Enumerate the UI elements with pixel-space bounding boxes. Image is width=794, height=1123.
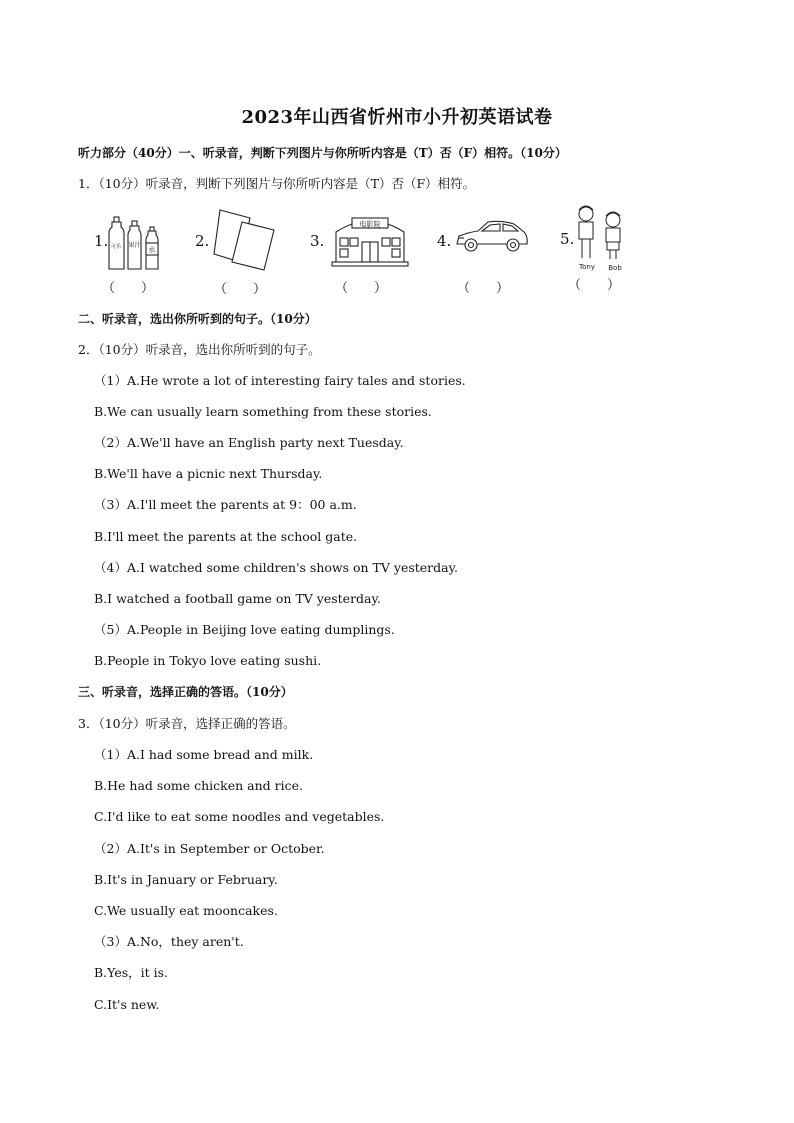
- q2-option-line: （2）A.We'll have an English party next Tuesday.: [94, 435, 404, 450]
- page-title: 2023年山西省忻州市小升初英语试卷: [241, 107, 553, 128]
- q3-option-line: C.I'd like to eat some noodles and vegetables.: [94, 809, 385, 824]
- q3-option-line: （1）A.I had some bread and milk.: [94, 747, 314, 762]
- q3-option-line: C.We usually eat mooncakes.: [94, 903, 278, 918]
- q3-option-line: （2）A.It's in September or October.: [94, 841, 325, 856]
- q2-option-line: （1）A.He wrote a lot of interesting fairy tales and stories.: [94, 373, 466, 388]
- q3-option-line: （3）A.No，they aren't.: [94, 934, 244, 949]
- q2-option-line: （4）A.I watched some children's shows on TV yesterday.: [94, 560, 458, 575]
- drink-label: 水: [148, 246, 156, 254]
- q2-option-line: B.We'll have a picnic next Thursday.: [94, 466, 323, 481]
- q3-option-line: B.He had some chicken and rice.: [94, 778, 303, 793]
- paper-sheets-icon: [212, 208, 278, 272]
- q2-option-line: B.We can usually learn something from these stories.: [94, 404, 432, 419]
- cinema-building-icon: [330, 212, 410, 268]
- q3-stem: 3．（10分）听录音，选择正确的答语。: [78, 716, 296, 731]
- cinema-sign: 电影院: [359, 220, 381, 229]
- q2-stem: 2．（10分）听录音，选出你所听到的句子。: [78, 342, 321, 357]
- q1-item-number: 3.: [310, 232, 325, 250]
- q2-option-line: B.I'll meet the parents at the school gate.: [94, 529, 358, 544]
- q2-option-line: B.I watched a football game on TV yesterday.: [94, 591, 381, 606]
- drinks-bottles-icon: [106, 215, 166, 273]
- q1-stem: 1．（10分）听录音，判断下列图片与你所听内容是（T）否（F）相符。: [78, 176, 476, 191]
- car-icon: [454, 218, 530, 258]
- q2-option-line: （3）A.I'll meet the parents at 9：00 a.m.: [94, 497, 357, 512]
- boy-name-label: Tony: [579, 263, 595, 271]
- q1-item-number: 4.: [437, 232, 452, 250]
- drink-label: 可乐: [110, 244, 122, 250]
- q2-option-line: （5）A.People in Beijing love eating dumplings.: [94, 622, 395, 637]
- q1-answer-blank[interactable]: （ ）: [568, 278, 621, 293]
- q1-answer-blank[interactable]: （ ）: [102, 281, 155, 296]
- q1-answer-blank[interactable]: （ ）: [214, 282, 267, 297]
- part1-heading: 听力部分（40分）一、听录音，判断下列图片与你所听内容是（T）否（F）相符。（10分）: [78, 146, 567, 160]
- q2-option-line: B.People in Tokyo love eating sushi.: [94, 653, 322, 668]
- q3-option-line: B.Yes，it is.: [94, 965, 169, 980]
- q1-answer-blank[interactable]: （ ）: [335, 281, 388, 296]
- q1-answer-blank[interactable]: （ ）: [457, 281, 510, 296]
- q3-option-line: C.It's new.: [94, 997, 160, 1012]
- two-boys-icon: [574, 203, 632, 275]
- part3-heading: 三、听录音，选择正确的答语。（10分）: [78, 685, 293, 699]
- q1-item-number: 1.: [94, 232, 109, 250]
- q1-item-number: 5.: [560, 230, 575, 248]
- q3-option-line: B.It's in January or February.: [94, 872, 278, 887]
- part2-heading: 二、听录音，选出你所听到的句子。（10分）: [78, 312, 317, 326]
- boy-name-label: Bob: [608, 264, 622, 272]
- drink-label: 果汁: [128, 242, 141, 249]
- q1-item-number: 2.: [195, 232, 210, 250]
